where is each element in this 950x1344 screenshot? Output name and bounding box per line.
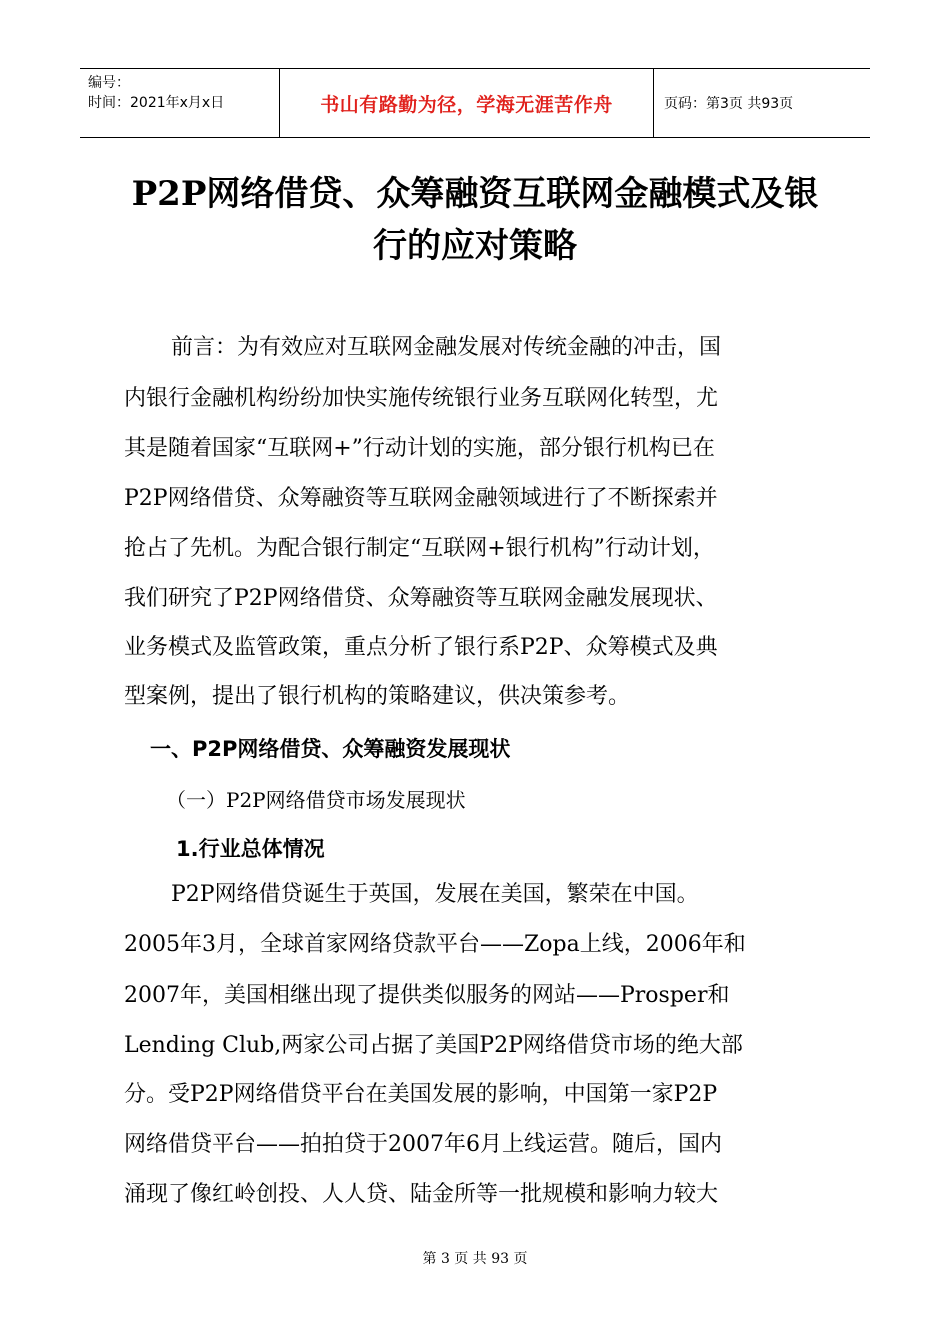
paragraph-line: 型案例，提出了银行机构的策略建议，供决策参考。 — [124, 684, 631, 709]
header-page-info — [654, 69, 870, 137]
paragraph-line: 其是随着国家“互联网+”行动计划的实施，部分银行机构已在 — [124, 436, 715, 461]
paragraph-line: P2P网络借贷诞生于英国，发展在美国，繁荣在中国。 — [171, 882, 699, 907]
header-table — [80, 68, 870, 138]
paragraph-line: 业务模式及监管政策，重点分析了银行系P2P、众筹模式及典 — [124, 635, 718, 660]
code-label: 编号： — [88, 75, 130, 91]
header-motto: 书山有路勤为径，学海无涯苦作舟 — [320, 93, 613, 116]
section-heading: 一、P2P网络借贷、众筹融资发展现状 — [150, 737, 511, 761]
paragraph-line: 涌现了像红岭创投、人人贷、陆金所等一批规模和影响力较大 — [124, 1182, 719, 1207]
paragraph-line: P2P网络借贷、众筹融资等互联网金融领域进行了不断探索并 — [124, 486, 718, 511]
paragraph-line: 分。受P2P网络借贷平台在美国发展的影响，中国第一家P2P — [124, 1082, 718, 1107]
document-title — [100, 168, 850, 272]
header-meta — [80, 69, 280, 137]
paragraph-line: 前言：为有效应对互联网金融发展对传统金融的冲击，国 — [171, 335, 722, 360]
subsection-heading: （一）P2P网络借贷市场发展现状 — [166, 788, 466, 812]
paragraph-line: 网络借贷平台——拍拍贷于2007年6月上线运营。随后，国内 — [124, 1132, 722, 1157]
sub-subsection-heading: 1.行业总体情况 — [176, 837, 325, 861]
paragraph-line: 内银行金融机构纷纷加快实施传统银行业务互联网化转型，尤 — [124, 386, 719, 411]
page-info: 页码：第3页 共93页 — [664, 96, 794, 112]
title-line-2: 行的应对策略 — [373, 226, 577, 266]
time-label: 时间：2021年x月x日 — [88, 95, 225, 111]
page-footer: 第 3 页 共 93 页 — [422, 1251, 528, 1267]
title-line-1: P2P网络借贷、众筹融资互联网金融模式及银 — [131, 174, 819, 214]
paragraph-line: 2005年3月，全球首家网络贷款平台——Zopa上线，2006年和 — [124, 932, 746, 957]
paragraph-line: 我们研究了P2P网络借贷、众筹融资等互联网金融发展现状、 — [124, 586, 718, 611]
paragraph-line: 2007年，美国相继出现了提供类似服务的网站——Prosper和 — [124, 983, 730, 1008]
paragraph-line: 抢占了先机。为配合银行制定“互联网+银行机构”行动计划， — [124, 536, 715, 561]
paragraph-line: Lending Club,两家公司占据了美国P2P网络借贷市场的绝大部 — [124, 1033, 743, 1058]
header-motto-cell — [280, 69, 654, 137]
